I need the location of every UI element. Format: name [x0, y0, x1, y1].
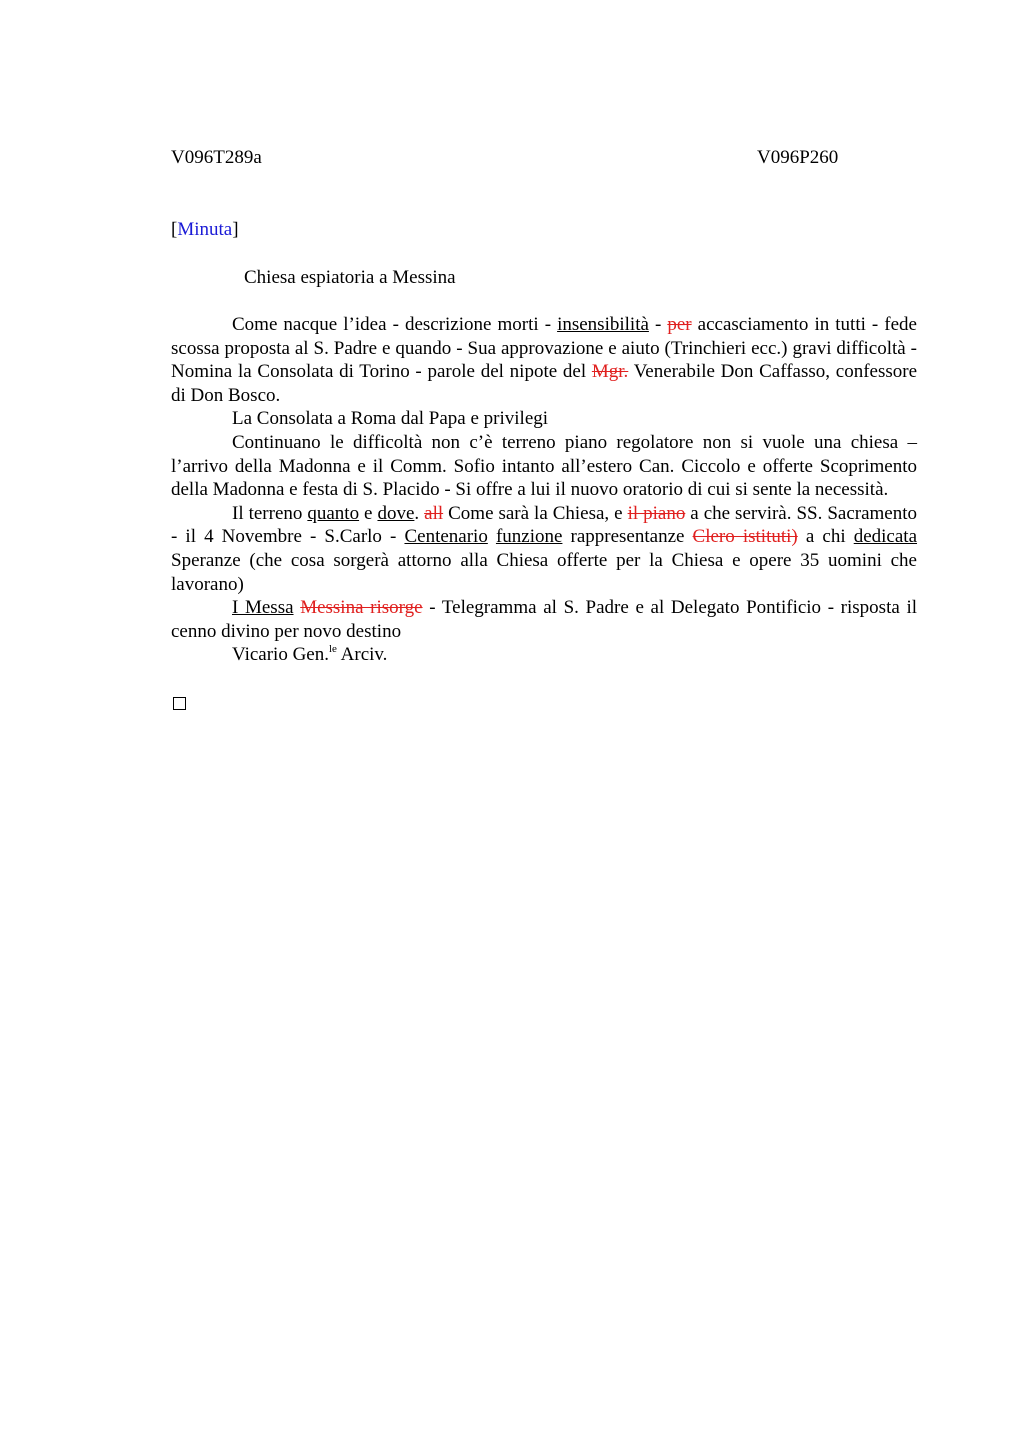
text-run: -: [648, 314, 668, 335]
text-run: Come nacque l’idea - descrizione morti -: [232, 314, 558, 335]
minuta-text: Minuta: [177, 219, 233, 240]
underlined-text: dove: [377, 502, 415, 524]
underlined-text: dedicata: [853, 526, 918, 548]
paragraph-2: [171, 407, 917, 431]
deleted-text: per: [667, 314, 692, 335]
text-run: - Telegramma al S. Padre e al Delegato Pontificio - risposta il cenno divino per novo destino: [171, 597, 917, 642]
minuta-label: [171, 218, 239, 242]
text-run: La Consolata a Roma dal Papa e privilegi: [232, 408, 549, 430]
empty-box-symbol: [173, 697, 186, 710]
deleted-text: Messina risorge: [300, 597, 423, 619]
text-run: Continuano le difficoltà non c’è terreno piano regolatore non si vuole una chiesa – l’arrivo della Madonna e il Comm. Sofio intanto all’estero Can. Ciccolo e offerte Scoprimento della Madonna e festa di S. Placido - Si offre a lui il nuovo oratorio di cui si sente la necessità.: [171, 431, 917, 501]
text-run: Speranze (che cosa sorgerà attorno alla Chiesa offerte per la Chiesa e opere 35 uomini che lavorano): [171, 549, 917, 595]
text-run: e: [359, 502, 378, 524]
open-bracket: [: [171, 219, 178, 240]
text-run: .: [414, 502, 425, 524]
text-run: Il terreno: [232, 502, 308, 524]
document-title: Chiesa espiatoria a Messina: [244, 267, 456, 288]
deleted-text: all: [424, 502, 444, 524]
paragraph-4: [171, 502, 917, 596]
paragraph-6: [171, 643, 917, 667]
text-run: Vicario Gen.: [232, 644, 329, 666]
text-run: Come sarà la Chiesa, e: [443, 502, 628, 524]
superscript: le: [329, 642, 337, 655]
text-run: a chi: [797, 526, 854, 548]
document-code-left: V096T289a: [171, 147, 262, 168]
deleted-text: Clero istituti): [692, 526, 798, 548]
underlined-text: insensibilità: [557, 314, 649, 335]
text-run: a che servirà. SS. Sacramento - il 4 Novembre - S.Carlo -: [171, 502, 918, 548]
paragraph-5: [171, 596, 917, 643]
text-run: Arciv.: [336, 644, 388, 666]
document-body: [171, 313, 917, 667]
text-run: Venerabile Don Caffasso, confessore di Don Bosco.: [171, 361, 917, 406]
paragraph-3: [171, 431, 917, 502]
underlined-text: funzione: [495, 526, 563, 548]
close-bracket: ]: [232, 219, 239, 240]
text-run: [488, 526, 496, 547]
underlined-text: quanto: [307, 502, 360, 524]
document-code-right: V096P260: [757, 147, 839, 168]
text-run: rappresentanze: [562, 526, 693, 548]
deleted-text: Mgr.: [591, 361, 629, 383]
underlined-text: I Messa: [232, 597, 294, 619]
paragraph-1: [171, 313, 917, 407]
text-run: accasciamento in tutti - fede scossa proposta al S. Padre e quando - Sua approvazione e aiuto (Trinchieri ecc.) gravi difficoltà - Nomina la Consolata di Torino - parole del nipote del: [171, 314, 917, 383]
deleted-text: il piano: [627, 502, 686, 524]
underlined-text: Centenario: [404, 526, 488, 548]
